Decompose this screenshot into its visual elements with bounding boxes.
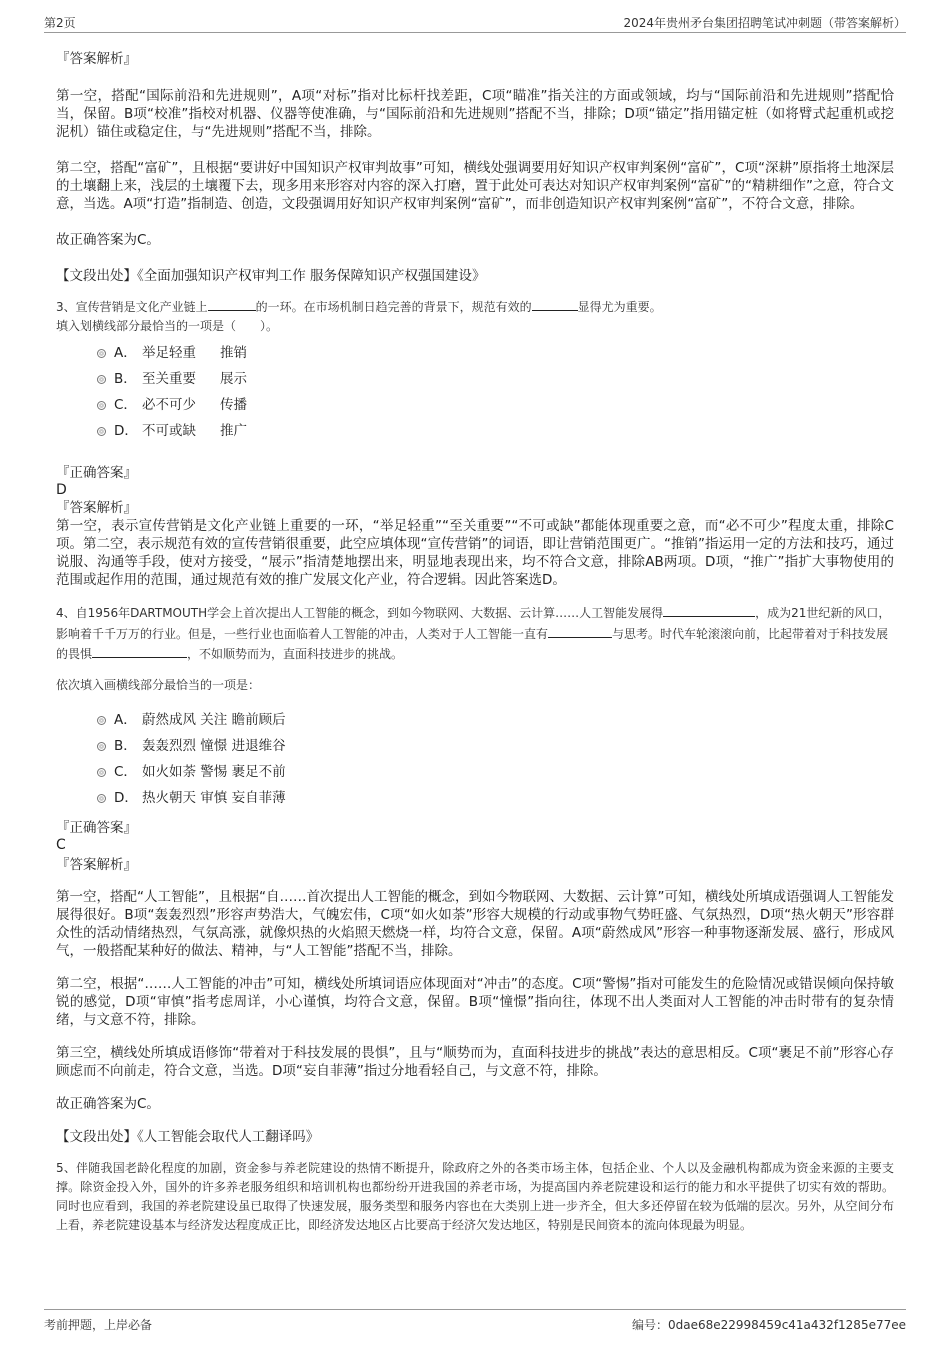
radio-icon[interactable] [97,716,106,725]
q4-option-b[interactable]: B． 轰轰烈烈 憧憬 进退维谷 [56,733,894,759]
q5-stem: 5、伴随我国老龄化程度的加剧，资金参与养老院建设的热情不断提升，除政府之外的各类市场主体，包括企业、个人以及金融机构都成为资金来源的主要支撑。除资金投入外，国外的许多养老服务组织和培训机构也都纷纷开进我国的养老市场，为提高国内养老院建设和运行的能力和水平提供了切实有效的帮助。同时也应看到，我国的养老院建设虽已取得了快速发展，服务类型和服务内容也在大类别上进一步齐全，但大多还停留在较为低端的层次。另外，从空间分布上看，养老院建设基本与经济发达程度成正比，即经济发达地区占比要高于经济欠发达地区，特别是民间资本的流向体现最为明显。 [56,1160,894,1232]
q3-prompt: 填入划横线部分最恰当的一项是（ ）。 [56,319,279,333]
question-4 [56,603,894,1146]
q4-options [56,707,894,811]
q4-stem: 4、自1956年DARTMOUTH学会上首次提出人工智能的概念，到如今物联网、大数据、云计算……人工智能发展得 ，成为21世纪新的风口，影响着千千万万的行业。但是，一些行业也面临着人工智能的冲击，人类对于人工智能一直有 与思考。时代车轮滚滚向前，比起带着对于科技发展的畏惧 ，不如顺势而为，直面科技进步的挑战。 [56,603,894,665]
q4-analysis-p3: 第三空，横线处所填成语修饰“带着对于科技发展的畏惧”，且与“顺势而为，直面科技进步的挑战”表达的意思相反。C项“裹足不前”形容心存顾虑而不向前走，符合文意，当选。D项“妄自菲薄”指过分地看轻自己，与文意不符，排除。 [56,1044,894,1079]
q2-source: 【文段出处】《全面加强知识产权审判工作 服务保障知识产权强国建设》 [56,268,486,284]
q4-blank-1 [663,603,755,617]
q4-analysis-p1: 第一空，搭配“人工智能”，且根据“自……首次提出人工智能的概念，到如今物联网、大数据、云计算”可知，横线处所填成语强调人工智能发展得很好。B项“轰轰烈烈”形容声势浩大，气魄宏伟，C项“如火如荼”形容大规模的行动或事物气势旺盛、气氛热烈，D项“热火朝天”形容群众性的活动情绪热烈，气氛高涨，就像炽热的火焰照天燃烧一样，均符合文意，保留。A项“蔚然成风”形容一种事物逐渐发展、盛行，形成风气，一般搭配某种好的做法、精神，与“人工智能”搭配不当，排除。 [56,888,894,959]
footer-slogan: 考前押题，上岸必备 [44,1318,153,1332]
q4-analysis-title: 『答案解析』 [56,856,137,873]
q4-analysis-p2: 第二空，根据“……人工智能的冲击”可知，横线处所填词语应体现面对“冲击”的态度。C项“警惕”指对可能发生的危险情况或错误倾向保持敏锐的感觉，D项“审慎”指考虑周详，小心谨慎，均符合文意，保留。B项“憧憬”指向往，体现不出人类面对人工智能的冲击时带有的复杂情绪，与文意不符，排除。 [56,975,894,1028]
q3-option-a[interactable]: A． 举足轻重 推销 [56,340,894,366]
q4-option-c[interactable]: C． 如火如荼 警惕 裹足不前 [56,759,894,785]
radio-icon[interactable] [97,427,106,436]
q3-stem: 3、宣传营销是文化产业链上 的一环。在市场机制日趋完善的背景下，规范有效的 显得尤为重要。 [56,297,894,317]
page-footer [44,1309,906,1340]
page-header [44,6,906,33]
q3-blank-2 [532,297,578,311]
footer-code: 编号：0dae68e22998459c41a432f1285e77ee [631,1318,906,1332]
q4-option-a[interactable]: A． 蔚然成风 关注 瞻前顾后 [56,707,894,733]
q2-analysis-p1: 第一空，搭配“国际前沿和先进规则”，A项“对标”指对比标杆找差距，C项“瞄准”指关注的方面或领域，均与“国际前沿和先进规则”搭配恰当，保留。B项“校准”指校对机器、仪器等使准确，与“国际前沿和先进规则”搭配不当，排除；D项“锚定”指用锚定桩（如将臂式起重机或挖泥机）锚住或稳定住，与“先进规则”搭配不当，排除。 [56,88,894,140]
q3-blank-1 [208,297,256,311]
radio-icon[interactable] [97,742,106,751]
q4-blank-3 [92,644,187,658]
page-content [56,40,894,1235]
q3-option-c[interactable]: C． 必不可少 传播 [56,392,894,418]
q2-analysis-p2: 第二空，搭配“富矿”，且根据“要讲好中国知识产权审判故事”可知，横线处强调要用好知识产权审判案例“富矿”，C项“深耕”原指将土地深层的土壤翻上来，浅层的土壤覆下去，现多用来形容对内容的深入打磨，置于此处可表达对知识产权审判案例“富矿”的“精耕细作”之意，符合文意，当选。A项“打造”指制造、创造，文段强调用好知识产权审判案例“富矿”，而非创造知识产权审判案例“富矿”，不符合文意，排除。 [56,160,894,212]
question-3 [56,297,894,589]
q3-answer: D [56,482,67,498]
radio-icon[interactable] [97,375,106,384]
radio-icon[interactable] [97,401,106,410]
q4-source: 【文段出处】《人工智能会取代人工翻译吗》 [56,1128,320,1145]
q4-option-d[interactable]: D． 热火朝天 审慎 妄自菲薄 [56,785,894,811]
q2-analysis-title: 『答案解析』 [56,51,137,67]
q2-conclusion: 故正确答案为C。 [56,232,160,248]
q3-option-b[interactable]: B． 至关重要 展示 [56,366,894,392]
q4-blank-2 [548,624,612,638]
q3-option-d[interactable]: D． 不可或缺 推广 [56,418,894,444]
q4-conclusion: 故正确答案为C。 [56,1095,160,1112]
q4-answer-title: 『正确答案』 [56,819,137,836]
q3-analysis: 第一空，表示宣传营销是文化产业链上重要的一环，“举足轻重”“至关重要”“不可或缺”都能体现重要之意，而“必不可少”程度太重，排除C项。第二空，表示规范有效的宣传营销很重要，此空应填体现“宣传营销”的词语，即让营销范围更广。“推销”指运用一定的方法和技巧，通过说服、沟通等手段，使对方接受，“展示”指清楚地摆出来，明显地表现出来，均不符合文意，排除AB两项。D项，“推广”指扩大事物使用的范围或起作用的范围，通过规范有效的推广发展文化产业，符合逻辑。因此答案选D。 [56,518,894,588]
radio-icon[interactable] [97,349,106,358]
document-title: 2024年贵州矛台集团招聘笔试冲刺题（带答案解析） [623,16,906,30]
q3-options [56,340,894,444]
q4-prompt: 依次填入画横线部分最恰当的一项是： [56,677,261,692]
q4-answer: C [56,836,66,853]
q3-analysis-title: 『答案解析』 [56,500,137,516]
q3-answer-title: 『正确答案』 [56,465,137,481]
radio-icon[interactable] [97,768,106,777]
radio-icon[interactable] [97,794,106,803]
page-number: 第2页 [44,16,76,30]
